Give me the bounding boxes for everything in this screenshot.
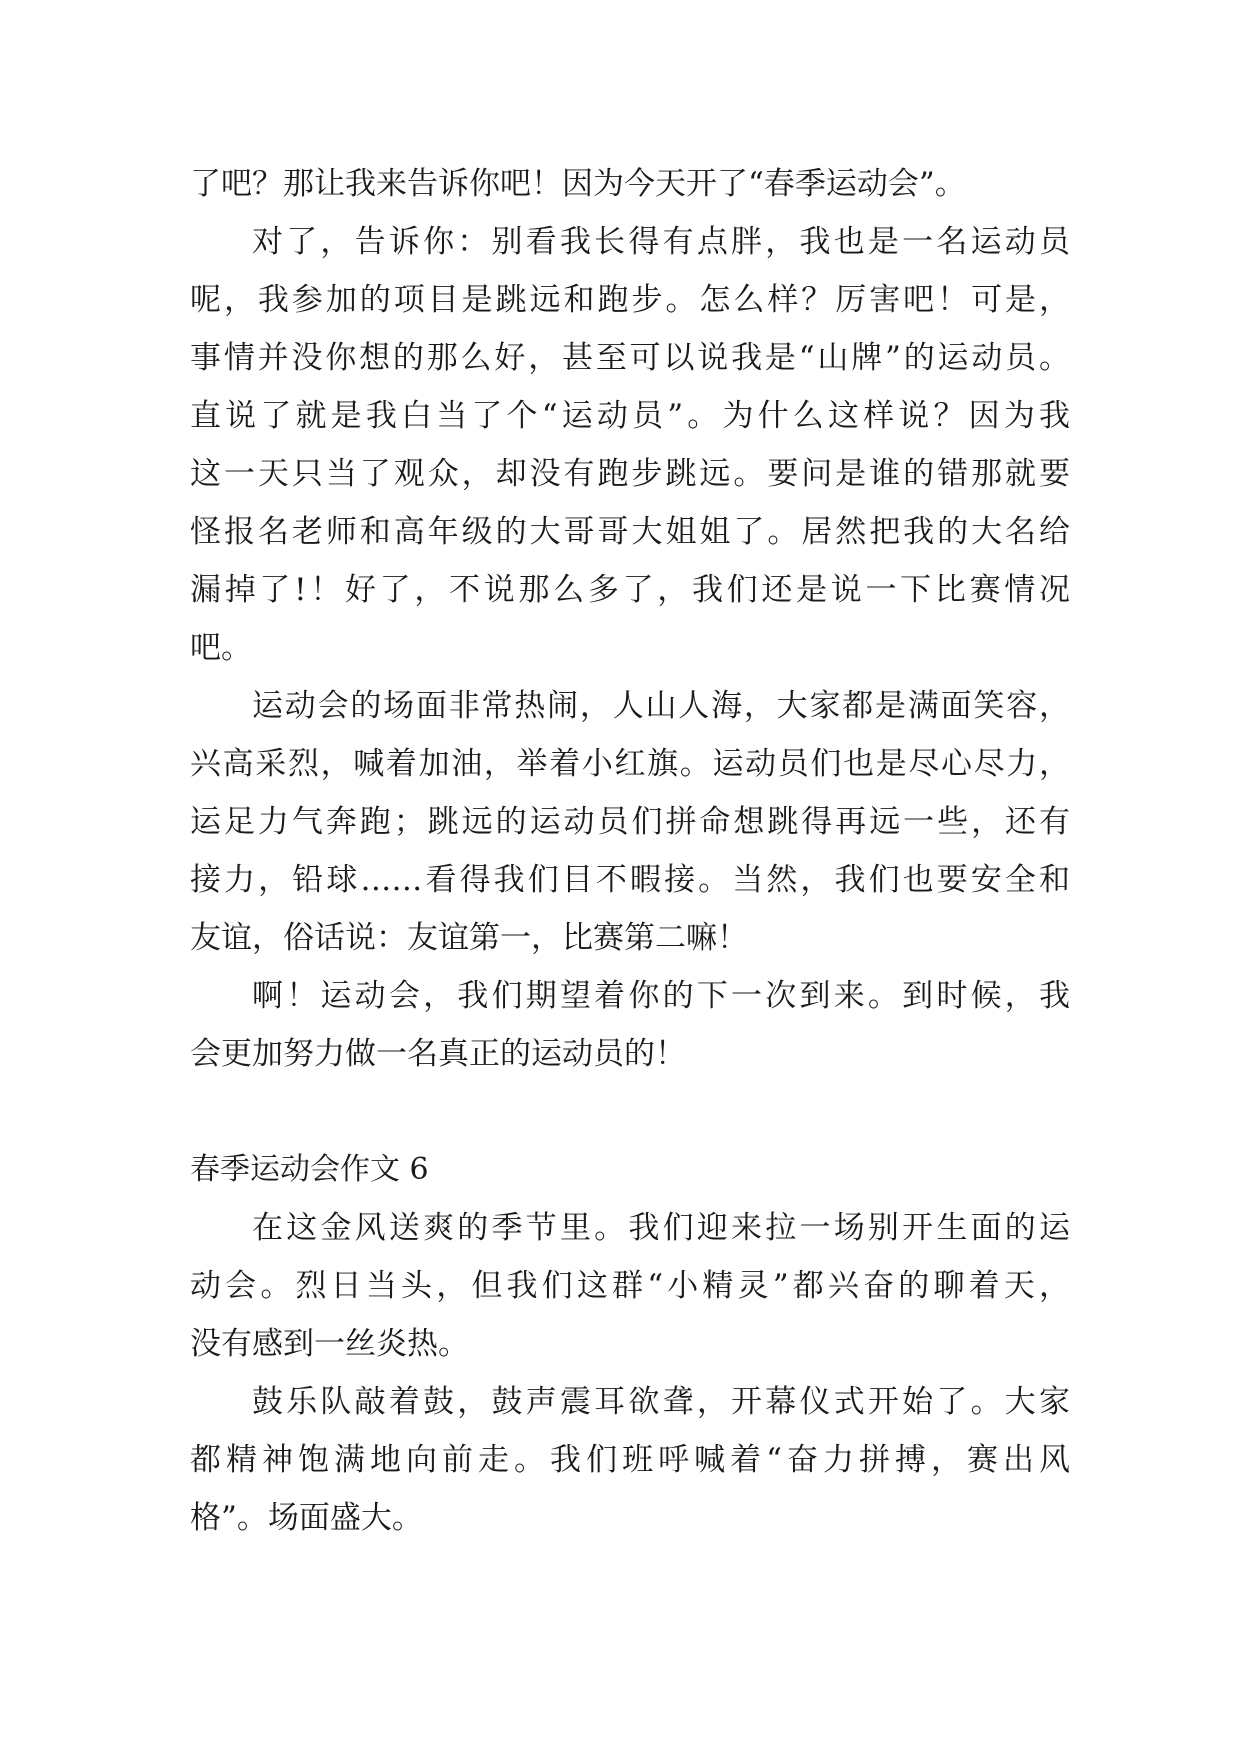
paragraph-line: 了吧？那让我来告诉你吧！因为今天开了“春季运动会”。 bbox=[190, 166, 966, 202]
paragraph-line: 会更加努力做一名真正的运动员的！ bbox=[190, 1036, 686, 1072]
paragraph-line: 运足力气奔跑；跳远的运动员们拼命想跳得再远一些，还有 bbox=[190, 804, 1070, 840]
paragraph-line: 鼓乐队敲着鼓，鼓声震耳欲聋，开幕仪式开始了。大家 bbox=[252, 1384, 1070, 1420]
paragraph-line: 漏掉了!！好了，不说那么多了，我们还是说一下比赛情况 bbox=[190, 572, 1070, 608]
paragraph-line: 事情并没你想的那么好，甚至可以说我是“山牌”的运动员。 bbox=[190, 340, 1070, 376]
section-title: 春季运动会作文 6 bbox=[190, 1152, 429, 1187]
paragraph-line: 接力，铅球……看得我们目不暇接。当然，我们也要安全和 bbox=[190, 862, 1070, 898]
paragraph-line: 格”。场面盛大。 bbox=[190, 1500, 423, 1536]
paragraph-line: 运动会的场面非常热闹，人山人海，大家都是满面笑容， bbox=[252, 688, 1070, 724]
paragraph-line: 都精神饱满地向前走。我们班呼喊着“奋力拼搏，赛出风 bbox=[190, 1442, 1070, 1478]
paragraph-line: 这一天只当了观众，却没有跑步跳远。要问是谁的错那就要 bbox=[190, 456, 1070, 492]
paragraph-line: 动会。烈日当头，但我们这群“小精灵”都兴奋的聊着天， bbox=[190, 1268, 1070, 1304]
paragraph-line: 怪报名老师和高年级的大哥哥大姐姐了。居然把我的大名给 bbox=[190, 514, 1070, 550]
paragraph-line: 吧。 bbox=[190, 630, 252, 666]
paragraph-line: 兴高采烈，喊着加油，举着小红旗。运动员们也是尽心尽力， bbox=[190, 746, 1070, 782]
paragraph-line: 呢，我参加的项目是跳远和跑步。怎么样？厉害吧！可是， bbox=[190, 282, 1070, 318]
paragraph-line: 对了，告诉你：别看我长得有点胖，我也是一名运动员 bbox=[252, 224, 1070, 260]
paragraph-line: 啊！运动会，我们期望着你的下一次到来。到时候，我 bbox=[252, 978, 1070, 1014]
paragraph-line: 没有感到一丝炎热。 bbox=[190, 1326, 469, 1362]
paragraph-line: 直说了就是我白当了个“运动员”。为什么这样说？因为我 bbox=[190, 398, 1070, 434]
paragraph-line: 友谊，俗话说：友谊第一，比赛第二嘛！ bbox=[190, 920, 748, 956]
paragraph-line: 在这金风送爽的季节里。我们迎来拉一场别开生面的运 bbox=[252, 1210, 1070, 1246]
